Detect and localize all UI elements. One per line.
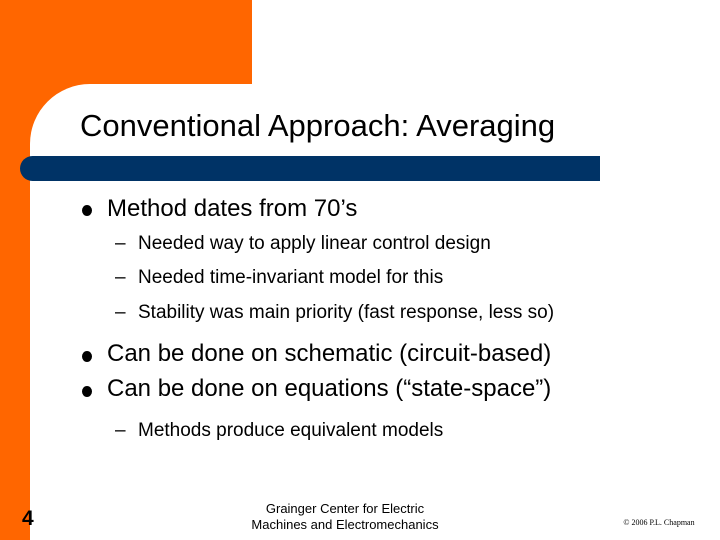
bullet-text: Can be done on equations (“state-space”) <box>107 375 552 402</box>
copyright-text: © 2006 P.L. Chapman <box>623 518 695 527</box>
footer-organization <box>230 501 460 533</box>
sub-bullet-text: Stability was main priority (fast response, less so) <box>138 302 555 323</box>
dash-icon: – <box>115 420 126 441</box>
bullet-icon <box>82 205 92 216</box>
dash-icon: – <box>115 302 126 323</box>
dash-icon: – <box>115 233 126 254</box>
slide-title: Conventional Approach: Averaging <box>80 108 556 143</box>
title-underline-bar <box>20 156 600 181</box>
sub-bullet-text: Methods produce equivalent models <box>138 420 444 441</box>
page-number: 4 <box>22 507 34 530</box>
footer-line: Machines and Electromechanics <box>251 517 439 532</box>
bullet-text: Can be done on schematic (circuit-based) <box>107 340 552 367</box>
sub-bullet-text: Needed time-invariant model for this <box>138 267 444 288</box>
bullet-text: Method dates from 70’s <box>107 195 358 222</box>
sub-bullet-text: Needed way to apply linear control design <box>138 233 491 254</box>
footer-line: Grainger Center for Electric <box>265 501 425 516</box>
dash-icon: – <box>115 267 126 288</box>
bullet-icon <box>82 351 92 362</box>
bullet-icon <box>82 386 92 397</box>
